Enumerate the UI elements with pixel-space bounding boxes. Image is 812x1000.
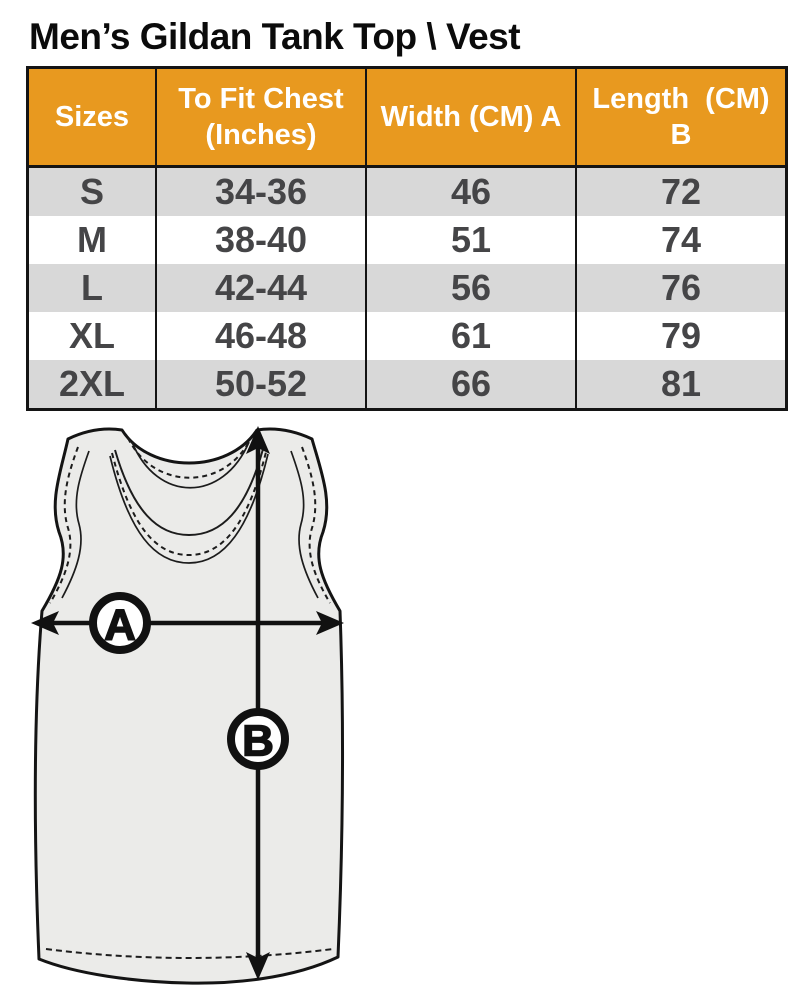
size-cell: M	[29, 216, 157, 264]
width-cell: 46	[367, 168, 577, 216]
column-header-chest: To Fit Chest (Inches)	[157, 69, 367, 168]
length-cell: 81	[577, 360, 785, 408]
chest-cell: 50-52	[157, 360, 367, 408]
tank-top-diagram	[0, 410, 390, 1000]
length-cell: 76	[577, 264, 785, 312]
width-label-badge	[93, 596, 147, 650]
length-label: B	[242, 716, 274, 766]
column-header-sizes: Sizes	[29, 69, 157, 168]
tank-top-illustration	[0, 410, 390, 1000]
size-cell: 2XL	[29, 360, 157, 408]
width-cell: 61	[367, 312, 577, 360]
width-cell: 66	[367, 360, 577, 408]
chest-cell: 34-36	[157, 168, 367, 216]
length-label-badge	[231, 712, 285, 766]
size-cell: L	[29, 264, 157, 312]
size-cell: S	[29, 168, 157, 216]
width-cell: 56	[367, 264, 577, 312]
length-cell: 72	[577, 168, 785, 216]
size-cell: XL	[29, 312, 157, 360]
chest-cell: 38-40	[157, 216, 367, 264]
length-cell: 74	[577, 216, 785, 264]
tank-top-outline	[35, 429, 342, 983]
column-header-width: Width (CM) A	[367, 69, 577, 168]
length-cell: 79	[577, 312, 785, 360]
column-header-length: Length (CM) B	[577, 69, 785, 168]
chest-cell: 42-44	[157, 264, 367, 312]
page-title: Men’s Gildan Tank Top \ Vest	[29, 16, 521, 57]
chest-cell: 46-48	[157, 312, 367, 360]
width-label: A	[104, 600, 136, 650]
size-table	[26, 66, 788, 411]
width-cell: 51	[367, 216, 577, 264]
